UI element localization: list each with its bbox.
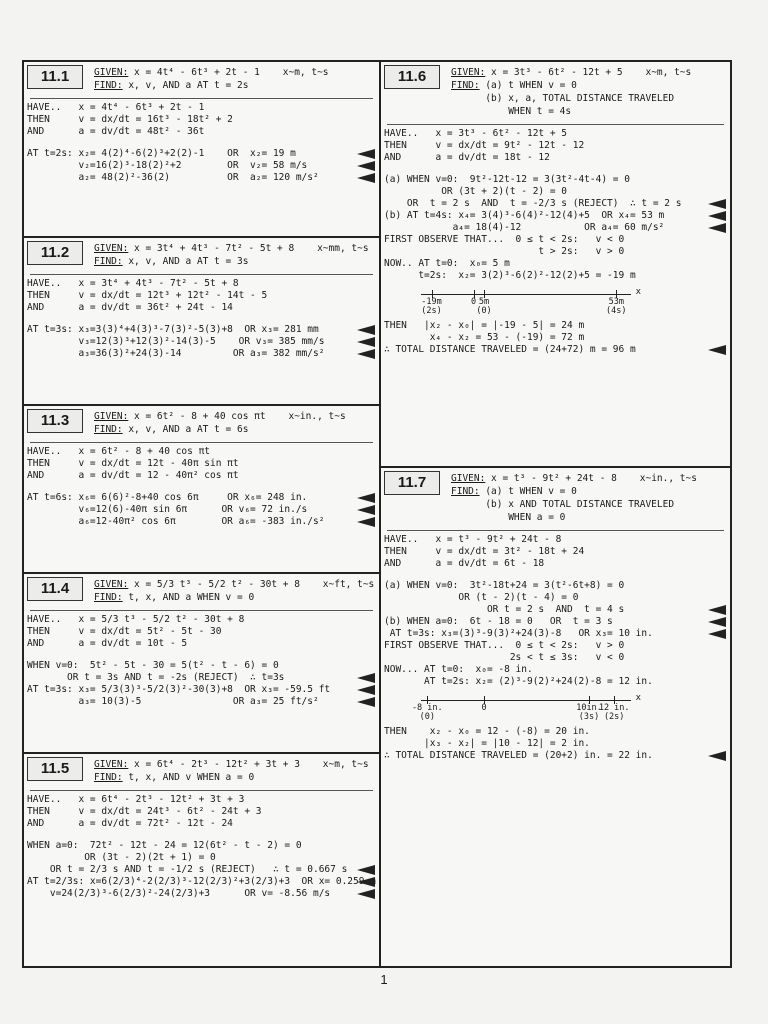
given-label: GIVEN: [94,579,129,590]
line-text: HAVE.. x = 6t² - 8 + 40 cos πt [27,446,211,457]
line-text: OR t = 3s AND t = -2s (REJECT) ∴ t=3s [27,672,285,683]
work-line [381,186,730,198]
line-text: THEN v = dx/dt = 16t³ - 18t² + 2 [27,114,233,125]
line-text: THEN v = dx/dt = 12t - 40π sin πt [27,458,239,469]
header-rule [387,124,724,125]
line-text: OR (3t + 2)(t - 2) = 0 [384,186,568,197]
answer-arrow-icon [708,199,726,209]
answer-line [24,888,379,900]
work-line [381,664,730,676]
problem-number: 11.2 [27,241,83,265]
answer-line [381,210,730,222]
line-text: AT t=2s: x₂= (2)³-9(2)²+24(2)-8 = 12 in. [384,676,653,687]
line-text: HAVE.. x = 6t⁴ - 2t³ - 12t² + 3t + 3 [27,794,245,805]
number-line-label: 0 [470,297,477,307]
find-label: FIND: [94,592,123,603]
answer-arrow-icon [357,337,375,347]
work-line [24,290,379,302]
header-rule [30,274,373,275]
answer-arrow-icon [708,223,726,233]
given-find-block [94,758,375,784]
answer-line [24,684,379,696]
line-text: WHEN v=0: 5t² - 5t - 30 = 5(t² - t - 6) = 0 [27,660,279,671]
work-line [381,332,730,344]
problem-number: 11.7 [384,471,440,495]
work-line [24,794,379,806]
problem-number: 11.3 [27,409,83,433]
given-equation: x = 3t⁴ + 4t³ - 7t² - 5t + 8 x~mm, t~s [128,243,369,254]
work-line [24,138,379,148]
answer-line [24,492,379,504]
line-text: v₃=12(3)³+12(3)²-14(3)-5 OR v₃= 385 mm/s [27,336,325,347]
line-text: (b) AT t=4s: x₄= 3(4)³-6(4)²-12(4)+5 OR x₄= 53 m [384,210,665,221]
answer-line [24,324,379,336]
work-line [24,614,379,626]
solution-body [24,794,379,900]
answer-arrow-icon [708,629,726,639]
answer-arrow-icon [708,751,726,761]
answer-line [24,876,379,888]
line-text: FIRST OBSERVE THAT... 0 ≤ t < 2s: v > 0 [384,640,625,651]
find-text: t, x, AND v WHEN a = 0 [122,772,255,783]
answer-arrow-icon [357,349,375,359]
line-text: OR t = 2/3 s AND t = -1/2 s (REJECT) ∴ t = 0.667 s [27,864,348,875]
work-line [381,234,730,246]
work-line [24,314,379,324]
line-text: FIRST OBSERVE THAT... 0 ≤ t < 2s: v < 0 [384,234,625,245]
header-rule [30,790,373,791]
given-find-block [94,242,375,268]
solution-body [24,614,379,708]
number-line-label: -19m (2s) [421,297,442,316]
answer-arrow-icon [357,697,375,707]
work-line [24,302,379,314]
answer-arrow-icon [357,493,375,503]
line-text: THEN v = dx/dt = 3t² - 18t + 24 [384,546,585,557]
line-text: a₃= 10(3)-5 OR a₃= 25 ft/s² [27,696,319,707]
work-line [24,638,379,650]
problem-number: 11.1 [27,65,83,89]
find-label: FIND: [94,80,123,91]
number-line-label: 53m (4s) [606,297,627,316]
number-line-label: 10in. (3s) [576,703,602,722]
line-text: AT t=6s: x₆= 6(6)²-8+40 cos 6π OR x₆= 248 in. [27,492,308,503]
line-text: ∴ TOTAL DISTANCE TRAVELED = (24+72) m = 96 m [384,344,636,355]
find-text: (a) t WHEN v = 0 (b) x AND TOTAL DISTANCE TRAVELED WHEN a = 0 [485,486,675,523]
page-number: 1 [380,972,388,987]
work-line [381,558,730,570]
header-rule [387,530,724,531]
work-line [24,818,379,830]
given-find-block [451,66,726,118]
work-line [24,126,379,138]
find-text: x, v, AND a AT t = 3s [122,256,249,267]
answer-arrow-icon [357,685,375,695]
work-line [24,114,379,126]
work-line [381,738,730,750]
find-text: x, v, AND a AT t = 2s [122,80,249,91]
given-equation: x = 4t⁴ - 6t³ + 2t - 1 x~m, t~s [128,67,329,78]
solution-body [24,446,379,528]
work-line [24,446,379,458]
number-line-label: 0 [481,703,487,713]
work-line [381,534,730,546]
line-text: THEN v = dx/dt = 5t² - 5t - 30 [27,626,222,637]
work-line [381,726,730,738]
work-line [381,652,730,664]
answer-arrow-icon [708,211,726,221]
given-equation: x = 6t² - 8 + 40 cos πt x~in., t~s [128,411,346,422]
line-text: AT t=3s: x₃=(3)³-9(3)²+24(3)-8 OR x₃= 10 in. [384,628,653,639]
line-text: THEN v = dx/dt = 12t³ + 12t² - 14t - 5 [27,290,268,301]
answer-arrow-icon [357,505,375,515]
work-line [381,270,730,282]
given-find-block [94,66,375,92]
line-text: t > 2s: v > 0 [384,246,625,257]
answer-line [24,504,379,516]
given-equation: x = 6t⁴ - 2t³ - 12t² + 3t + 3 x~m, t~s [128,759,369,770]
answer-arrow-icon [708,605,726,615]
line-text: t=2s: x₂= 3(2)³-6(2)²-12(2)+5 = -19 m [384,270,636,281]
work-line [381,570,730,580]
header-rule [30,610,373,611]
answer-line [24,148,379,160]
work-line [381,640,730,652]
work-line [381,258,730,270]
solution-body [24,102,379,184]
problem-11-7 [381,468,730,966]
line-text: AND a = dv/dt = 48t² - 36t [27,126,205,137]
find-text: (a) t WHEN v = 0 (b) x, a, TOTAL DISTANCE TRAVELED WHEN t = 4s [485,80,675,117]
find-label: FIND: [94,424,123,435]
answer-arrow-icon [357,517,375,527]
line-text: HAVE.. x = 4t⁴ - 6t³ + 2t - 1 [27,102,205,113]
answer-arrow-icon [708,617,726,627]
answer-line [381,628,730,640]
given-find-block [94,578,375,604]
line-text: (a) WHEN v=0: 3t²-18t+24 = 3(t²-6t+8) = 0 [384,580,625,591]
answer-line [381,198,730,210]
work-line [381,152,730,164]
line-text: THEN x₂ - x₀ = 12 - (-8) = 20 in. [384,726,590,737]
problem-11-3 [24,406,379,574]
given-label: GIVEN: [94,759,129,770]
answer-arrow-icon [357,173,375,183]
work-line [24,626,379,638]
work-line [381,164,730,174]
line-text: OR t = 2 s AND t = 4 s [384,604,625,615]
line-text: HAVE.. x = 5/3 t³ - 5/2 t² - 30t + 8 [27,614,245,625]
answer-arrow-icon [357,161,375,171]
work-line [381,128,730,140]
find-text: x, v, AND a AT t = 6s [122,424,249,435]
answer-line [24,672,379,684]
line-text: THEN |x₂ - x₀| = |-19 - 5| = 24 m [384,320,585,331]
line-text: AND a = dv/dt = 72t² - 12t - 24 [27,818,233,829]
answer-line [381,616,730,628]
problem-11-2 [24,238,379,406]
line-text: NOW.. AT t=0: x₀= 5 m [384,258,510,269]
number-line-diagram [421,284,641,318]
answer-arrow-icon [357,889,375,899]
line-text: AND a = dv/dt = 6t - 18 [384,558,545,569]
work-line [381,592,730,604]
answer-arrow-icon [357,673,375,683]
answer-line [24,336,379,348]
find-text: t, x, AND a WHEN v = 0 [122,592,255,603]
work-line [381,676,730,688]
work-line [381,580,730,592]
line-text: AND a = dv/dt = 36t² + 24t - 14 [27,302,233,313]
problem-11-5 [24,754,379,966]
given-find-block [451,472,726,524]
answer-line [381,344,730,356]
number-line-diagram [411,690,641,724]
answer-line [24,160,379,172]
number-line-label: 12 in. (2s) [598,703,630,722]
line-text: AT t=3s: x₃= 5/3(3)³-5/2(3)²-30(3)+8 OR x₃= -59.5 ft [27,684,331,695]
problem-11-1 [24,62,379,238]
line-text: THEN v = dx/dt = 24t³ - 6t² - 24t + 3 [27,806,262,817]
given-equation: x = t³ - 9t² + 24t - 8 x~in., t~s [485,473,697,484]
number-line-axis [421,700,631,701]
find-label: FIND: [94,256,123,267]
solution-sheet [22,60,732,968]
solution-body [381,128,730,356]
line-text: a₃=36(3)²+24(3)-14 OR a₃= 382 mm/s² [27,348,325,359]
answer-line [381,750,730,762]
solution-body [381,534,730,762]
line-text: OR (3t - 2)(2t + 1) = 0 [27,852,216,863]
line-text: THEN v = dx/dt = 9t² - 12t - 12 [384,140,585,151]
line-text: HAVE.. x = t³ - 9t² + 24t - 8 [384,534,562,545]
line-text: HAVE.. x = 3t³ - 6t² - 12t + 5 [384,128,568,139]
work-line [24,470,379,482]
line-text: AT t=3s: x₃=3(3)⁴+4(3)³-7(3)²-5(3)+8 OR x₃= 281 mm [27,324,319,335]
problem-11-4 [24,574,379,754]
given-label: GIVEN: [94,67,129,78]
answer-line [381,604,730,616]
find-label: FIND: [451,486,480,497]
line-text: WHEN a=0: 72t² - 12t - 24 = 12(6t² - t - 2) = 0 [27,840,302,851]
answer-arrow-icon [357,149,375,159]
header-rule [30,442,373,443]
line-text: 2s < t ≤ 3s: v < 0 [384,652,625,663]
work-line [24,840,379,852]
line-text: v=24(2/3)³-6(2/3)²-24(2/3)+3 OR v= -8.56 m/s [27,888,331,899]
find-label: FIND: [94,772,123,783]
problem-number: 11.4 [27,577,83,601]
work-line [24,806,379,818]
line-text: AND a = dv/dt = 18t - 12 [384,152,550,163]
work-line [24,102,379,114]
number-line-label: -8 in. (0) [411,703,443,722]
answer-line [24,864,379,876]
line-text: a₄= 18(4)-12 OR a₄= 60 m/s² [384,222,665,233]
answer-arrow-icon [357,865,375,875]
line-text: |x₃ - x₂| = |10 - 12| = 2 in. [384,738,590,749]
line-text: AT t=2s: x₂= 4(2)⁴-6(2)³+2(2)-1 OR x₂= 19 m [27,148,296,159]
work-line [381,320,730,332]
work-line [24,852,379,864]
line-text: AND a = dv/dt = 12 - 40π² cos πt [27,470,239,481]
header-rule [30,98,373,99]
axis-label: x [635,287,641,297]
number-line-axis [421,294,631,295]
answer-line [24,348,379,360]
work-line [24,482,379,492]
line-text: AND a = dv/dt = 10t - 5 [27,638,188,649]
answer-arrow-icon [708,345,726,355]
given-equation: x = 3t³ - 6t² - 12t + 5 x~m, t~s [485,67,692,78]
work-line [24,458,379,470]
line-text: v₆=12(6)-40π sin 6π OR v₆= 72 in./s [27,504,308,515]
given-label: GIVEN: [94,411,129,422]
given-equation: x = 5/3 t³ - 5/2 t² - 30t + 8 x~ft, t~s [128,579,375,590]
line-text: OR (t - 2)(t - 4) = 0 [384,592,579,603]
find-label: FIND: [451,80,480,91]
line-text: v₂=16(2)³-18(2)²+2 OR v₂= 58 m/s [27,160,308,171]
line-text: NOW... AT t=0: x₀= -8 in. [384,664,533,675]
line-text: (b) WHEN a=0: 6t - 18 = 0 OR t = 3 s [384,616,613,627]
answer-line [24,516,379,528]
work-line [24,660,379,672]
problem-11-6 [381,62,730,468]
line-text: ∴ TOTAL DISTANCE TRAVELED = (20+2) in. = 22 in. [384,750,653,761]
work-line [381,174,730,186]
given-label: GIVEN: [94,243,129,254]
answer-arrow-icon [357,877,375,887]
answer-line [24,172,379,184]
work-line [381,546,730,558]
solution-body [24,278,379,360]
line-text: (a) WHEN v=0: 9t²-12t-12 = 3(3t²-4t-4) = 0 [384,174,630,185]
work-line [24,650,379,660]
line-text: HAVE.. x = 3t⁴ + 4t³ - 7t² - 5t + 8 [27,278,239,289]
line-text: AT t=2/3s: x=6(2/3)⁴-2(2/3)³-12(2/3)²+3(2/3)+3 OR x= 0.259 m [27,876,376,887]
problem-number: 11.6 [384,65,440,89]
line-text: x₄ - x₂ = 53 - (-19) = 72 m [384,332,585,343]
answer-arrow-icon [357,325,375,335]
axis-label: x [635,693,641,703]
line-text: a₂= 48(2)²-36(2) OR a₂= 120 m/s² [27,172,319,183]
number-line-label: 5m (0) [476,297,492,316]
given-label: GIVEN: [451,473,486,484]
answer-line [381,222,730,234]
line-text: a₆=12-40π² cos 6π OR a₆= -383 in./s² [27,516,325,527]
work-line [24,278,379,290]
given-find-block [94,410,375,436]
work-line [381,140,730,152]
line-text: OR t = 2 s AND t = -2/3 s (REJECT) ∴ t = 2 s [384,198,682,209]
work-line [24,830,379,840]
work-line [381,246,730,258]
given-label: GIVEN: [451,67,486,78]
answer-line [24,696,379,708]
problem-number: 11.5 [27,757,83,781]
